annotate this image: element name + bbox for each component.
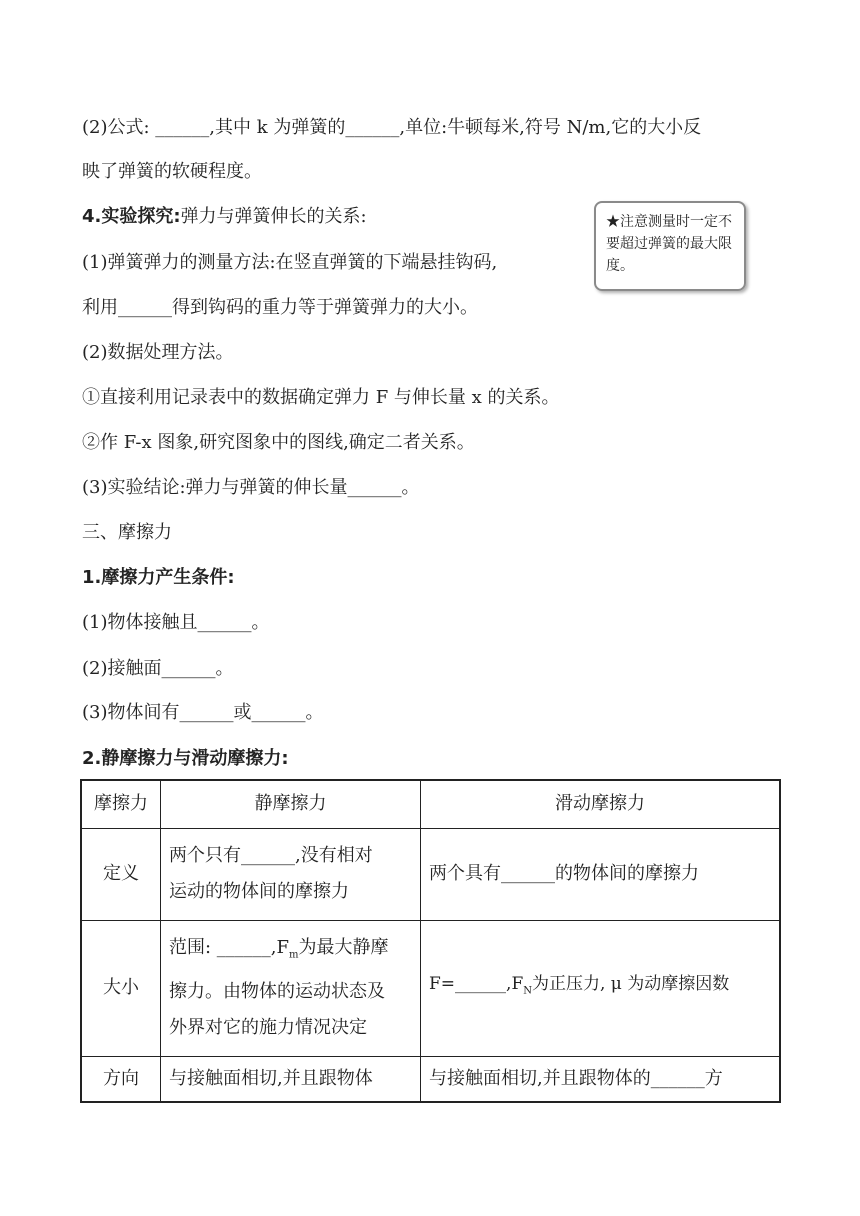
section-friction: 三、摩擦力 bbox=[82, 522, 172, 543]
table-row bbox=[81, 920, 780, 1056]
line-conclusion: (3)实验结论:弹力与弹簧的伸长量______。 bbox=[82, 477, 420, 498]
cell-static-dir: 与接触面相切,并且跟物体 bbox=[161, 1056, 421, 1102]
cell-sliding-def: 两个具有______的物体间的摩擦力 bbox=[421, 828, 781, 920]
line-condition-1: (1)物体接触且______。 bbox=[82, 612, 270, 633]
note-box: ★注意测量时一定不要超过弹簧的最大限度。 bbox=[594, 201, 746, 291]
line-condition-2: (2)接触面______。 bbox=[82, 658, 234, 679]
cell-text: F=______,F bbox=[429, 974, 524, 995]
line-formula-cont: 映了弹簧的软硬程度。 bbox=[82, 161, 262, 182]
cell-sliding-dir: 与接触面相切,并且跟物体的______方 bbox=[421, 1056, 781, 1102]
table-header: 静摩擦力 bbox=[161, 780, 421, 828]
heading-experiment-label: 4.实验探究: bbox=[82, 206, 181, 227]
subscript: m bbox=[289, 949, 299, 961]
table-row bbox=[81, 828, 780, 920]
cell-text: 为最大静摩 bbox=[298, 937, 389, 959]
heading-friction-types: 2.静摩擦力与滑动摩擦力: bbox=[82, 748, 289, 769]
row-label: 定义 bbox=[81, 828, 161, 920]
line-condition-3: (3)物体间有______或______。 bbox=[82, 702, 324, 723]
heading-friction-conditions: 1.摩擦力产生条件: bbox=[82, 567, 235, 588]
friction-table bbox=[80, 779, 781, 1103]
row-label: 大小 bbox=[81, 920, 161, 1056]
table-row bbox=[81, 1056, 780, 1102]
heading-experiment-rest: 弹力与弹簧伸长的关系: bbox=[180, 206, 367, 227]
line-formula: (2)公式: ______,其中 k 为弹簧的______,单位:牛顿每米,符号 N/m,它的大小反 bbox=[82, 117, 702, 138]
cell-line bbox=[169, 930, 412, 974]
table-header-row bbox=[81, 780, 780, 828]
cell-line: 擦力。由物体的运动状态及 bbox=[169, 980, 385, 1002]
heading-experiment bbox=[82, 204, 367, 230]
line-measure-method-cont: 利用______得到钩码的重力等于弹簧弹力的大小。 bbox=[82, 297, 478, 318]
table-header: 摩擦力 bbox=[81, 780, 161, 828]
cell-line: 运动的物体间的摩擦力 bbox=[169, 881, 349, 902]
cell-line: 两个只有______,没有相对 bbox=[169, 845, 373, 866]
row-label: 方向 bbox=[81, 1056, 161, 1102]
line-data-process: (2)数据处理方法。 bbox=[82, 342, 234, 363]
cell-sliding-size bbox=[421, 920, 781, 1056]
subscript: N bbox=[523, 985, 532, 997]
line-measure-method: (1)弹簧弹力的测量方法:在竖直弹簧的下端悬挂钩码, bbox=[82, 252, 498, 273]
cell-static-def bbox=[161, 828, 421, 920]
cell-line: 外界对它的施力情况决定 bbox=[169, 1016, 367, 1038]
cell-text: 范围: ______,F bbox=[169, 937, 289, 959]
cell-static-size bbox=[161, 920, 421, 1056]
line-method-2: ②作 F-x 图象,研究图象中的图线,确定二者关系。 bbox=[82, 432, 475, 453]
line-method-1: ①直接利用记录表中的数据确定弹力 F 与伸长量 x 的关系。 bbox=[82, 387, 560, 408]
table-header: 滑动摩擦力 bbox=[421, 780, 781, 828]
cell-text: 为正压力, μ 为动摩擦因数 bbox=[532, 974, 730, 995]
